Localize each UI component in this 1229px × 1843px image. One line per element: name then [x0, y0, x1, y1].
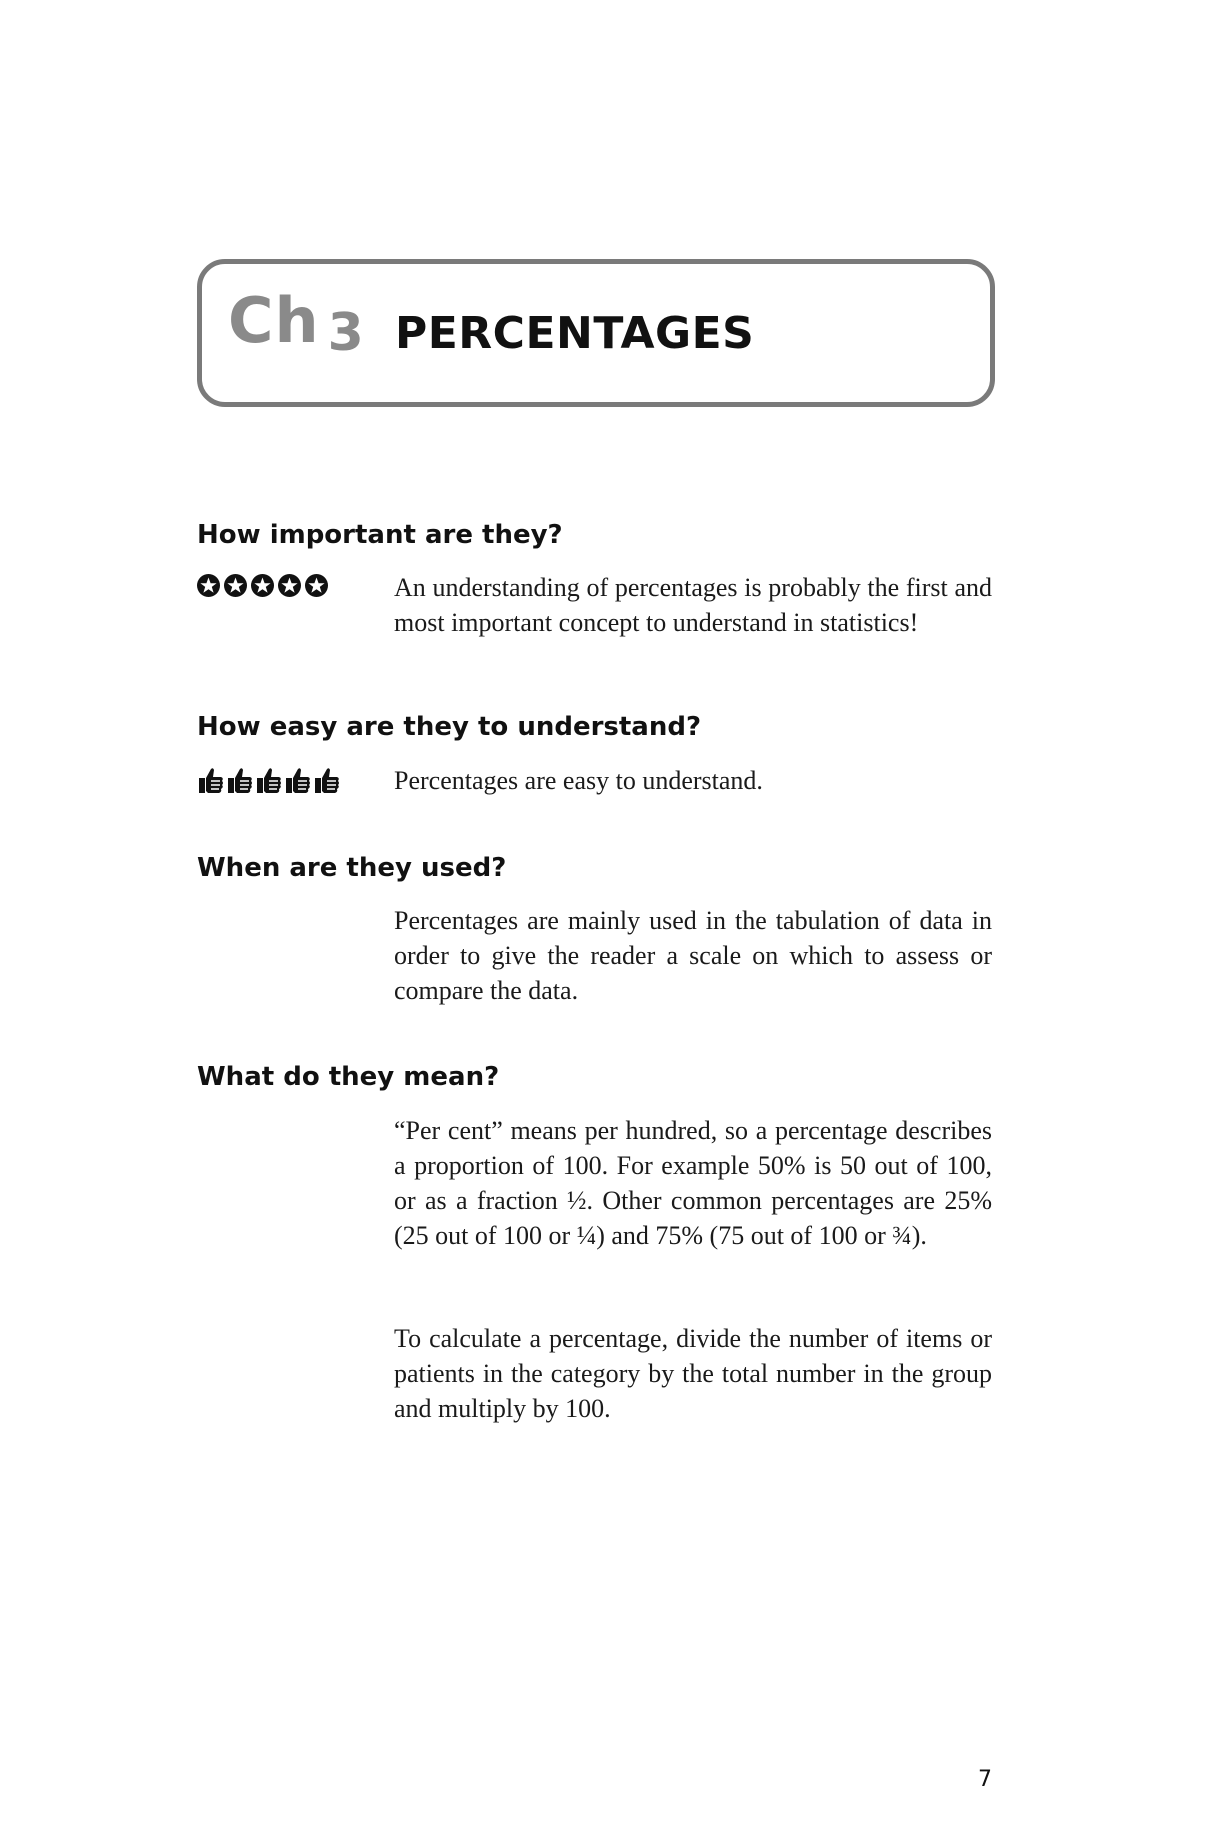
thumbs-up-icon	[284, 766, 311, 795]
chapter-number	[228, 284, 365, 363]
ease-rating	[197, 766, 340, 795]
star-circle-icon	[251, 574, 274, 597]
chapter-title: PERCENTAGES	[395, 308, 755, 359]
star-circle-icon	[197, 574, 220, 597]
star-circle-icon	[305, 574, 328, 597]
thumbs-up-icon	[226, 766, 253, 795]
chapter-prefix: Ch	[228, 284, 320, 357]
chapter-digit: 3	[327, 303, 365, 363]
thumbs-up-icon	[255, 766, 282, 795]
section-heading-meaning: What do they mean?	[197, 1062, 500, 1092]
ease-paragraph: Percentages are easy to understand.	[394, 766, 763, 795]
thumbs-up-icon	[313, 766, 340, 795]
section-heading-ease: How easy are they to understand?	[197, 712, 702, 742]
importance-paragraph: An understanding of percentages is probably the first and most important concept to understand in statistics!	[394, 573, 992, 637]
star-circle-icon	[224, 574, 247, 597]
calculation-paragraph: To calculate a percentage, divide the number of items or patients in the category by the total number in the group and multiply by 100.	[394, 1324, 992, 1423]
page-number: 7	[978, 1767, 992, 1792]
section-heading-importance: How important are they?	[197, 520, 563, 550]
meaning-paragraph: “Per cent” means per hundred, so a percentage describes a proportion of 100. For example 50% is 50 out of 100, or as a fraction ½. Other common percentages are 25% (25 out of 100 or ¼) and 75% (75 out of 100 or ¾).	[394, 1116, 992, 1250]
section-heading-usage: When are they used?	[197, 853, 507, 883]
star-circle-icon	[278, 574, 301, 597]
thumbs-up-icon	[197, 766, 224, 795]
importance-rating	[197, 574, 328, 597]
usage-paragraph: Percentages are mainly used in the tabulation of data in order to give the reader a scale on which to assess or compare the data.	[394, 906, 992, 1005]
